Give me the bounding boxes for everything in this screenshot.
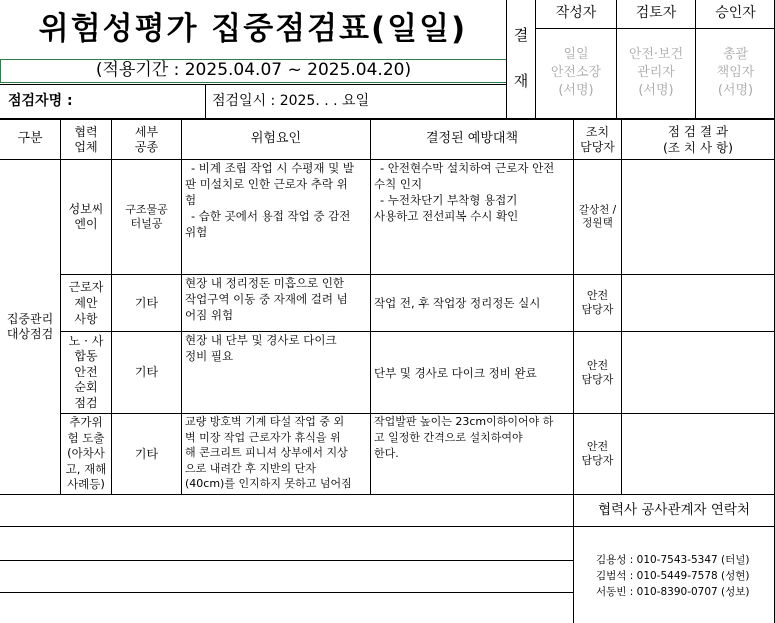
category-line: 집중관리 (6, 312, 54, 326)
cell-line: 담당자 (581, 454, 614, 467)
cell-line: 현장 내 정리정돈 미흡으로 인한 (185, 276, 345, 290)
table-row-4-partner (61, 414, 111, 494)
table-row-4-risk (182, 414, 370, 494)
inspector-label: 점검자명 : (8, 93, 73, 110)
header-detail (112, 120, 181, 159)
cell-line: 작업구역 이동 중 자재에 걸려 넘 (185, 292, 348, 306)
cell-line: 노 · 사 (68, 333, 104, 348)
cell-line: 교량 방호벽 기계 타설 작업 중 외 (185, 415, 345, 428)
table-row-4-measure (371, 414, 573, 494)
role-line: 책임자 (716, 65, 755, 80)
approval-sign-approver[interactable] (696, 29, 775, 117)
cell-line: 수칙 인지 (374, 177, 423, 191)
cell-line: 사용하고 전선피복 수시 확인 (374, 209, 519, 223)
table-row-1-person (574, 160, 621, 274)
cell-line: 담당자 (581, 372, 614, 386)
cell-line: 추가위 (69, 415, 103, 430)
approval-label-2: 재 (513, 71, 529, 90)
inspection-date: 점검일시 : 2025. . . 요일 (212, 93, 370, 110)
cell-line: 현장 내 단부 및 경사로 다이크 (185, 333, 337, 347)
role-line: 안전·보건 (628, 47, 684, 62)
header-line: (조 치 사 항) (663, 139, 733, 155)
contact-list (574, 548, 774, 604)
header-measure: 결정된 예방대책 (425, 131, 519, 147)
cell-line: 정원택 (582, 217, 613, 229)
cell-line: 안전 (74, 364, 98, 379)
cell-line: 한다. (374, 447, 399, 460)
cell-line: 제안 (74, 296, 98, 310)
role-line: 관리자 (637, 65, 675, 80)
header-line: 세부 (134, 124, 159, 139)
table-row-2-risk (182, 275, 370, 331)
cell-line: 안전 (586, 440, 609, 454)
table-row-2-detail: 기타 (134, 295, 159, 310)
header-line: 업체 (74, 139, 98, 154)
table-row-2-partner (61, 275, 111, 331)
cell-line: 위험 (185, 225, 208, 239)
cell-line: 정비 필요 (185, 349, 234, 363)
cell-line: 안전 (586, 358, 609, 372)
category-line: 대상점검 (6, 327, 54, 341)
approval-label-1: 결 (513, 25, 529, 44)
cell-line: 구조물공 (125, 203, 168, 217)
cell-line: 순회 (74, 380, 98, 395)
cell-line: 갈상천 / (578, 203, 617, 216)
page-title: 위험성평가 집중점검표(일일) (38, 10, 468, 47)
cell-line: 합동 (74, 349, 98, 364)
cell-line: 고, 재해 (65, 461, 107, 476)
role-line: (서명) (638, 83, 674, 98)
category-value (0, 160, 60, 494)
contact-item: 서동빈 : 010-8390-0707 (성보) (596, 586, 750, 598)
cell-line: 해 콘크리트 피니셔 상부에서 지상 (185, 446, 348, 459)
role-line: (서명) (717, 83, 754, 98)
contact-item: 김용성 : 010-7543-5347 (터널) (596, 554, 750, 566)
approval-col-reviewer: 검토자 (635, 5, 677, 22)
role-line: (서명) (558, 83, 594, 98)
table-row-2-person (574, 275, 621, 331)
cell-line: 험 도출 (67, 430, 105, 445)
table-row-1-measure (371, 160, 573, 274)
cell-line: 안전 (586, 289, 609, 303)
role-line: 일일 (563, 47, 589, 62)
approval-sign-writer[interactable] (536, 29, 616, 117)
contact-title: 협력사 공사관계자 연락처 (597, 502, 751, 519)
cell-line: 엔이 (74, 217, 98, 231)
header-risk: 위험요인 (250, 131, 302, 147)
table-row-1-risk (182, 160, 370, 274)
cell-line: 어짐 위험 (185, 308, 234, 322)
cell-line: 고 일정한 간격으로 설치하여야 (374, 431, 523, 444)
cell-line: 점검 (74, 395, 98, 410)
cell-line: (아차사 (67, 446, 105, 461)
cell-line: 사례등) (67, 477, 105, 492)
cell-line: 험 (185, 193, 197, 207)
table-row-3-person (574, 332, 621, 413)
header-result (622, 120, 774, 159)
cell-line: 근로자 (68, 280, 104, 294)
cell-line: - 습한 곳에서 용접 작업 중 감전 (191, 209, 351, 223)
cell-line: 작업발판 높이는 23cm이하이어야 하 (374, 415, 554, 428)
table-row-4-person (574, 414, 621, 494)
cell-line: 벽 미장 작업 근로자가 휴식을 위 (185, 430, 341, 444)
table-row-4-result[interactable] (622, 414, 774, 494)
cell-line: 터널공 (130, 217, 163, 230)
table-row-3-risk (182, 332, 370, 413)
cell-line: 사항 (74, 312, 98, 326)
cell-line: 담당자 (581, 303, 614, 316)
header-line: 점 검 결 과 (667, 123, 729, 139)
cell-line: 판 미설치로 인한 근로자 추락 위 (185, 177, 348, 191)
approval-col-writer: 작성자 (555, 5, 597, 22)
role-line: 총괄 (722, 47, 749, 62)
header-category: 구분 (17, 131, 43, 147)
header-partner (61, 120, 111, 159)
cell-line: - 누전차단기 부착형 용접기 (380, 193, 518, 207)
table-row-3-partner (61, 332, 111, 413)
header-line: 담당자 (580, 139, 615, 154)
period-text: (적용기간 : 2025.04.07 ~ 2025.04.20) (95, 60, 412, 81)
header-line: 공종 (134, 139, 159, 154)
cell-line: 으로 내려간 후 지반의 단자 (185, 461, 316, 475)
role-line: 안전소장 (550, 65, 602, 80)
table-row-2-result[interactable] (622, 275, 774, 331)
table-row-1-partner (61, 160, 111, 274)
approval-sign-reviewer[interactable] (617, 29, 695, 117)
table-row-1-detail (112, 160, 181, 274)
table-row-3-detail: 기타 (134, 365, 159, 379)
cell-line: (40cm)를 인지하지 못하고 넘어짐 (185, 477, 352, 490)
table-row-1-result[interactable] (622, 160, 774, 274)
cell-line: - 안전현수막 설치하여 근로자 안전 (380, 161, 555, 175)
table-row-2-measure: 작업 전, 후 작업장 정리정돈 실시 (374, 296, 541, 310)
table-row-4-detail: 기타 (134, 446, 159, 461)
header-line: 조치 (585, 124, 610, 139)
cell-line: 성보씨 (68, 202, 104, 216)
table-row-3-result[interactable] (622, 332, 774, 413)
cell-line: - 비계 조립 작업 시 수평재 및 발 (191, 161, 355, 175)
table-row-3-measure: 단부 및 경사로 다이크 정비 완료 (374, 365, 537, 380)
header-line: 협력 (74, 124, 98, 139)
header-action-person (574, 120, 621, 159)
contact-item: 김범석 : 010-5449-7578 (성현) (596, 570, 750, 582)
approval-col-approver: 승인자 (715, 5, 756, 22)
